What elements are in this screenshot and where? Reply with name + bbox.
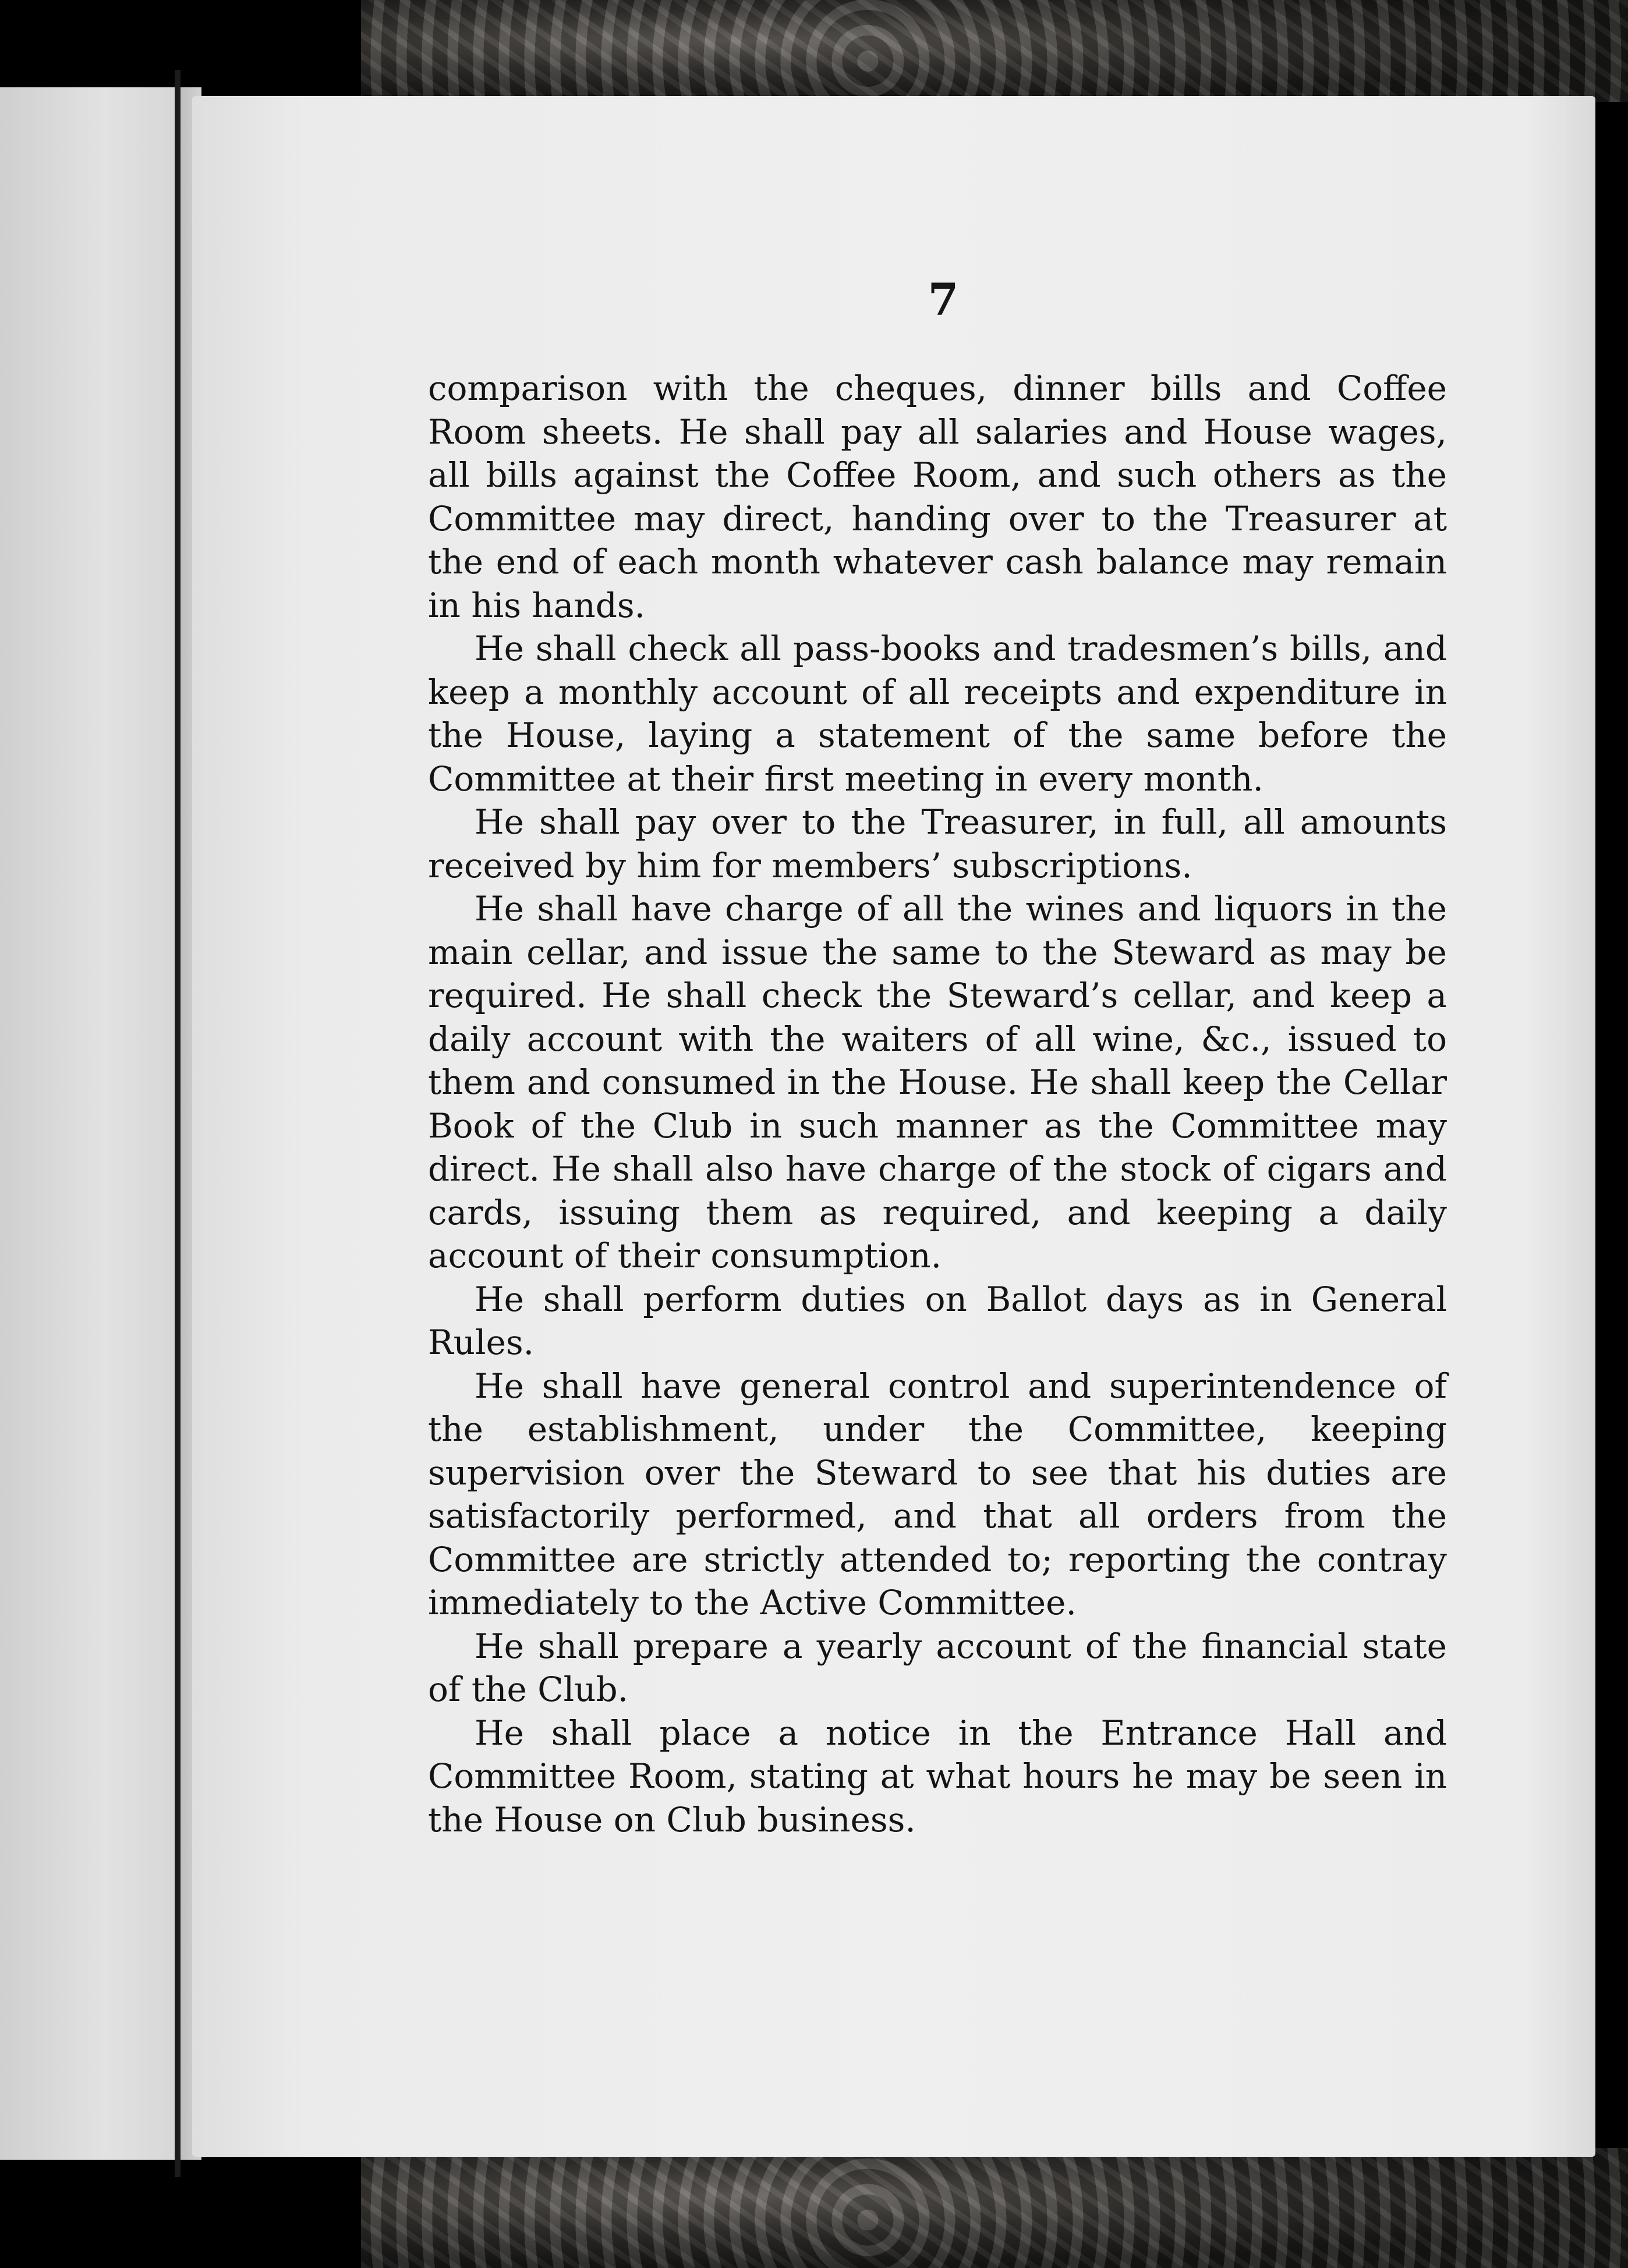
previous-page-edge	[0, 87, 175, 2160]
paragraph-1: comparison with the cheques, dinner bills and Coffee Room sheets. He shall pay all salaries and House wages, all bills against the Coffee Room, and such others as the Committee may direct, handing over to the Treasurer at the end of each month whatever cash balance may remain in his hands.	[428, 368, 1447, 625]
binding-gutter	[175, 70, 181, 2177]
body-text	[428, 367, 1447, 1841]
cover-pattern-bottom	[361, 2148, 1628, 2268]
paragraph-4: He shall have charge of all the wines and liquors in the main cellar, and issue the same to the Steward as may be required. He shall check the Steward’s cellar, and keep a daily account with the waiters of all wine, &c., issued to them and consumed in the House. He shall keep the Cellar Book of the Club in such manner as the Committee may direct. He shall also have charge of the stock of cigars and cards, issuing them as required, and keeping a daily account of their consumption.	[428, 889, 1447, 1275]
paragraph-2: He shall check all pass-books and tradesmen’s bills, and keep a monthly account of all receipts and expenditure in the House, laying a statement of the same before the Committee at their first meeting in every month.	[428, 629, 1447, 799]
paragraph-3: He shall pay over to the Treasurer, in full, all amounts received by him for members’ subscriptions.	[428, 802, 1447, 885]
page-number: 7	[928, 274, 959, 325]
paragraph-8: He shall place a notice in the Entrance Hall and Committee Room, stating at what hours he may be seen in the House on Club business.	[428, 1713, 1447, 1840]
paragraph-6: He shall have general control and superintendence of the establishment, under the Committee, keeping supervision over the Steward to see that his duties are satisfactorily performed, and that all orders from the Committee are strictly attended to; reporting the contray immediately to the Active Committee.	[428, 1366, 1447, 1622]
cover-pattern-top	[361, 0, 1628, 102]
paragraph-5: He shall perform duties on Ballot days as in General Rules.	[428, 1279, 1447, 1362]
paragraph-7: He shall prepare a yearly account of the financial state of the Club.	[428, 1626, 1447, 1709]
